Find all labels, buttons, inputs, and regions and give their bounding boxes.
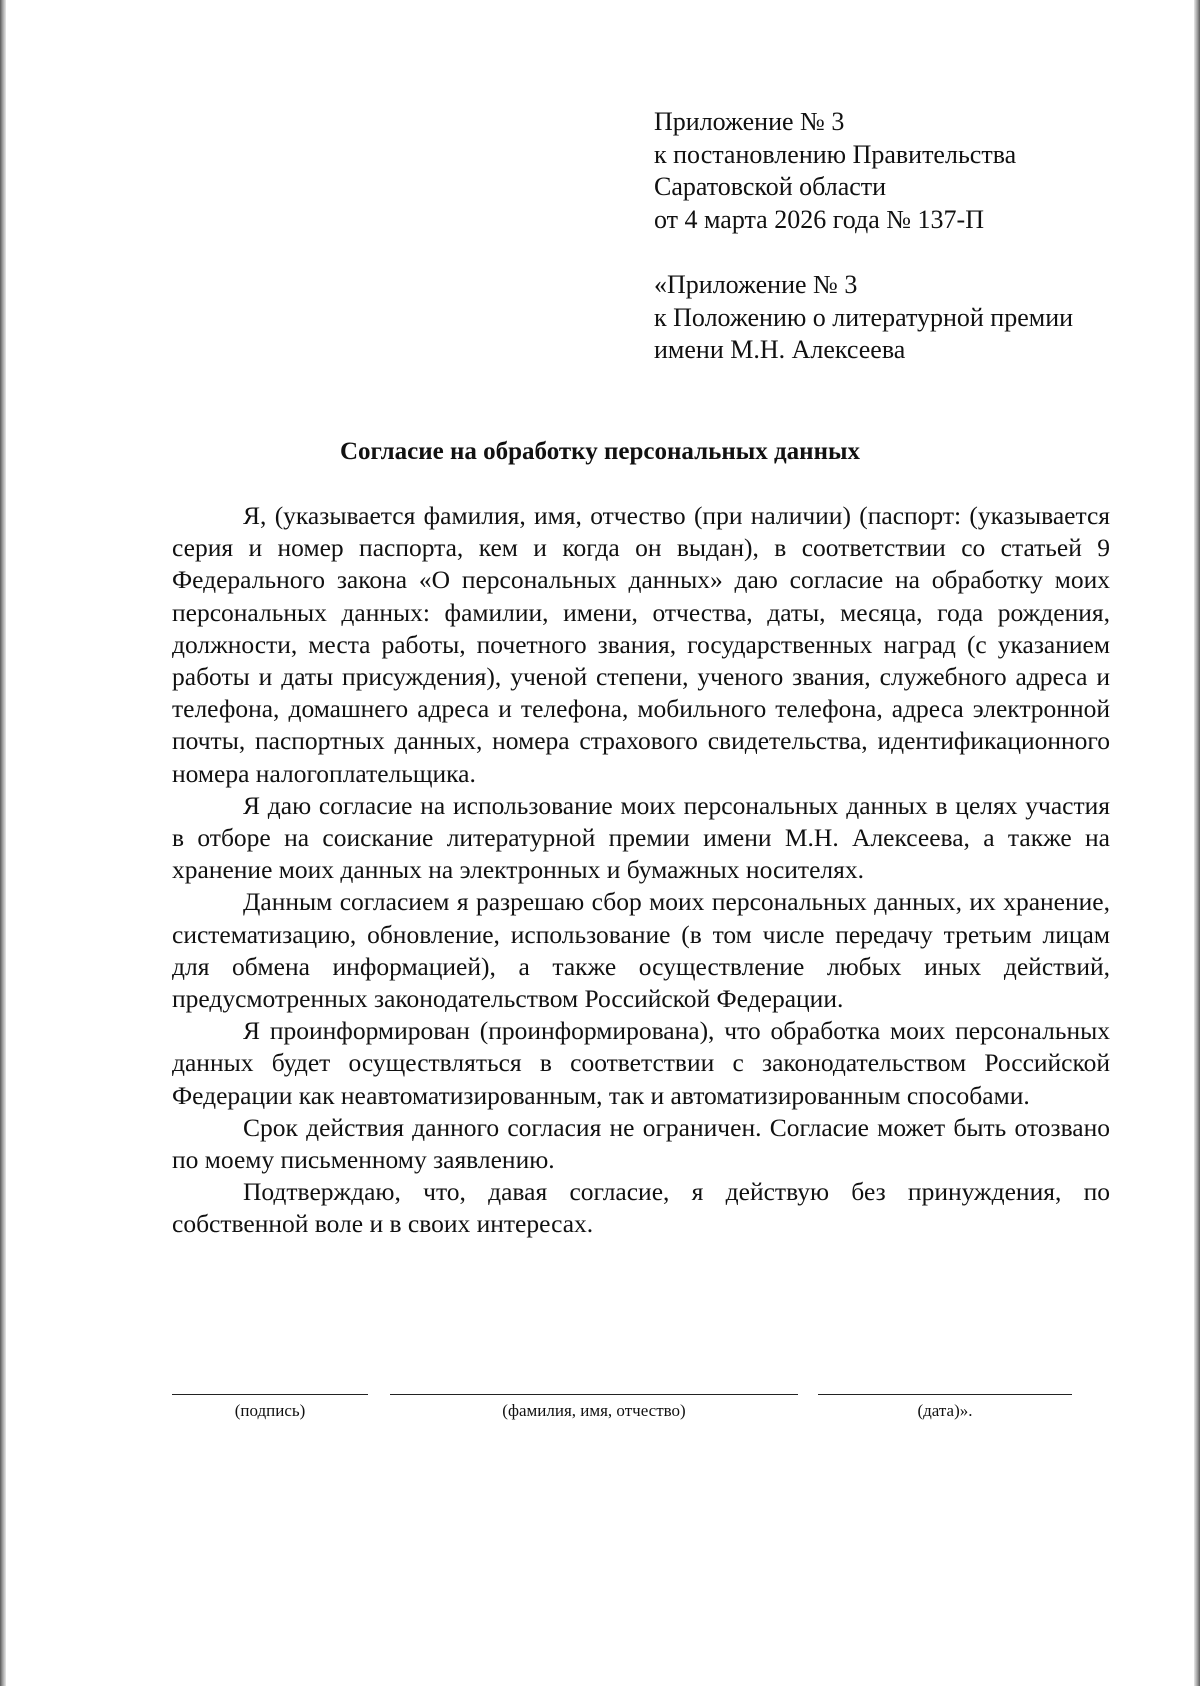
paragraph-informed: Я проинформирован (проинформирована), что обработка моих персональных данных будет осуществляться в соответствии с законодательством Российской Федерации как неавтоматизированным, так и автоматизированным способами. (172, 1016, 1110, 1110)
document-title: Согласие на обработку персональных данных (339, 438, 860, 465)
scan-edge-left (0, 0, 6, 1686)
signature-caption: (подпись) (234, 1401, 306, 1420)
appendix-header (654, 106, 1174, 367)
header-line: Приложение № 3 (654, 107, 845, 136)
signature-field (172, 1394, 368, 1421)
full-name-field (390, 1394, 798, 1421)
paragraph-permissions: Данным согласием я разрешаю сбор моих персональных данных, их хранение, систематизацию, обновление, использование (в том числе передачу третьим лицам для обмена информацией), а также осуществление любых иных действий, предусмотренных законодательством Российской Федерации. (172, 887, 1110, 1014)
paragraph-confirmation: Подтверждаю, что, давая согласие, я действую без принуждения, по собственной воле и в своих интересах. (172, 1177, 1110, 1239)
paragraph-validity: Срок действия данного согласия не ограничен. Согласие может быть отозвано по моему письменному заявлению. (172, 1112, 1110, 1175)
paragraph-personal-data: Я, (указывается фамилия, имя, отчество (при наличии) (паспорт: (указывается серия и номер паспорта, кем и когда он выдан), в соответствии со статьей 9 Федерального закона «О персональных данных» даю согласие на обработку моих персональных данных: фамилии, имени, отчества, даты, месяца, года рождения, должности, места работы, почетного звания, государственных наград (с указанием работы и даты присуждения), ученой степени, ученого звания, служебного адреса и телефона, домашнего адреса и телефона, мобильного телефона, адреса электронной почты, паспортных данных, номера страхового свидетельства, идентификационного номера налогоплательщика. (172, 501, 1110, 788)
header-line: от 4 марта 2026 года № 137-П (654, 204, 984, 234)
date-caption: (дата)». (917, 1401, 973, 1420)
consent-body (172, 500, 1110, 1241)
header-line: Саратовской области (654, 172, 887, 201)
paragraph-purpose: Я даю согласие на использование моих персональных данных в целях участия в отборе на соискание литературной премии имени М.Н. Алексеева, а также на хранение моих данных на электронных и бумажных носителях. (172, 790, 1110, 885)
signature-row (172, 1394, 1072, 1434)
full-name-line (390, 1394, 798, 1395)
scan-edge-right (1194, 0, 1200, 1686)
date-line (818, 1394, 1072, 1395)
header-line: имени М.Н. Алексеева (654, 335, 906, 364)
regulation-reference (654, 269, 1174, 367)
header-line: к Положению о литературной премии (654, 302, 1074, 332)
full-name-caption: (фамилия, имя, отчество) (502, 1401, 686, 1420)
decree-reference (654, 106, 1174, 236)
signature-line (172, 1394, 368, 1395)
header-line: к постановлению Правительства (654, 139, 1017, 169)
date-field (818, 1394, 1072, 1421)
header-line: «Приложение № 3 (654, 270, 858, 299)
